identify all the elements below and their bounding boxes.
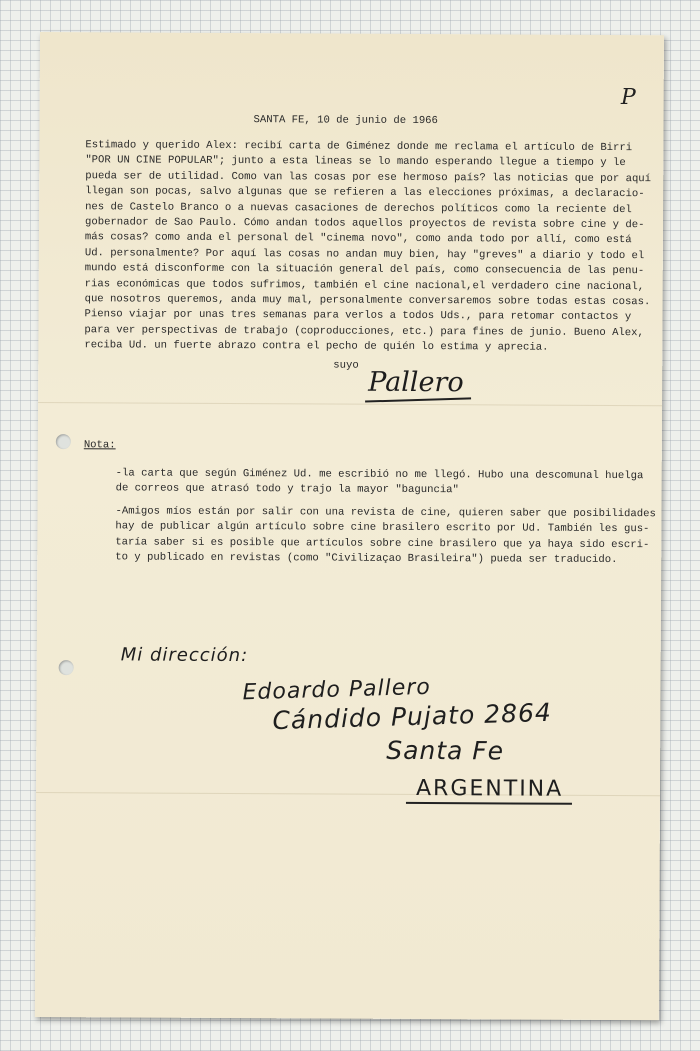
body-line: nes de Castelo Branco o a nuevas casaciones de derechos políticos como la reciente del: [85, 200, 632, 216]
address-city: Santa Fe: [386, 735, 505, 766]
nota-label: Nota:: [83, 439, 116, 452]
closing: suyo: [333, 359, 359, 372]
note-line: -Amigos míos están por salir con una revista de cine, quieren saber que posibilidades: [115, 505, 656, 521]
address-street: Cándido Pujato 2864: [272, 697, 553, 736]
note-line: hay de publicar algún artículo sobre cine brasilero escrito por Ud. También les gus-: [115, 520, 650, 536]
body-line: más cosas? como anda el personal del "cinema novo", como anda todo por allí, como está: [84, 231, 632, 247]
body-line: Pienso viajar por unas tres semanas para verlos a todos Uds., para retomar contactos y: [84, 308, 632, 324]
note-2: [115, 504, 655, 568]
note-line: taría saber si es posible que artículos sobre cine brasilero que ya haya sido escri-: [115, 536, 650, 552]
note-line: to y publicado en revistas (como "Civilizaçao Brasileira") pueda ser traducido.: [115, 551, 618, 567]
punch-hole: [56, 434, 71, 449]
letter-page: [35, 32, 664, 1020]
fold-crease: [38, 402, 662, 406]
body-line: rias económicas que todos sufrimos, también el cine nacional,el verdadero cine nacional,: [84, 277, 645, 293]
note-line: de correos que atrasó todo y trajo la mayor "baguncia": [115, 482, 459, 497]
body-line: gobernador de Sao Paulo. Cómo andan todos aquellos proyectos de revista sobre cine y de-: [84, 216, 645, 232]
dateline: SANTA FE, 10 de junio de 1966: [253, 114, 438, 128]
body-line: reciba Ud. un fuerte abrazo contra el pecho de quién lo estima y aprecia.: [84, 339, 549, 354]
margin-mark: P: [620, 85, 636, 111]
body-line: que nosotros queremos, anda muy mal, personalmente conversaremos sobre todas estas cosas.: [84, 293, 651, 309]
fold-crease: [36, 792, 660, 796]
body-line: Ud. personalmente? Por aquí las cosas no andan muy bien, hay "greves" a diario y todo el: [84, 247, 645, 263]
body-line: "POR UN CINE POPULAR"; junto a esta lineas se lo mando esperando llegue a tiempo y le: [85, 154, 626, 170]
body-line: llegan son pocas, salvo algunas que se refieren a las elecciones próximas, a declaracio-: [85, 185, 645, 201]
address-label: Mi dirección:: [120, 644, 249, 667]
letter-body: [84, 138, 659, 357]
note-line: -la carta que según Giménez Ud. me escribió no me llegó. Hubo una descomunal huelga: [115, 467, 644, 483]
body-line: pueda ser de utilidad. Como van las cosas por ese hermoso país? las noticias que por aquí: [85, 170, 652, 186]
country-underline: [406, 802, 572, 805]
body-line: Estimado y querido Alex: recibí carta de Giménez donde me reclama el artículo de Birri: [85, 139, 633, 155]
signature: Pallero: [368, 366, 464, 399]
body-line: para ver perspectivas de trabajo (coproducciones, etc.) para fines de junio. Bueno Alex,: [84, 324, 644, 340]
address-name: Edoardo Pallero: [242, 674, 432, 706]
address-country: ARGENTINA: [415, 775, 564, 802]
punch-hole: [59, 660, 74, 675]
body-line: mundo está disconforme con la situación general del país, como consecuencia de las penu-: [84, 262, 645, 278]
note-1: [116, 466, 656, 500]
signature-underline: [365, 397, 471, 402]
